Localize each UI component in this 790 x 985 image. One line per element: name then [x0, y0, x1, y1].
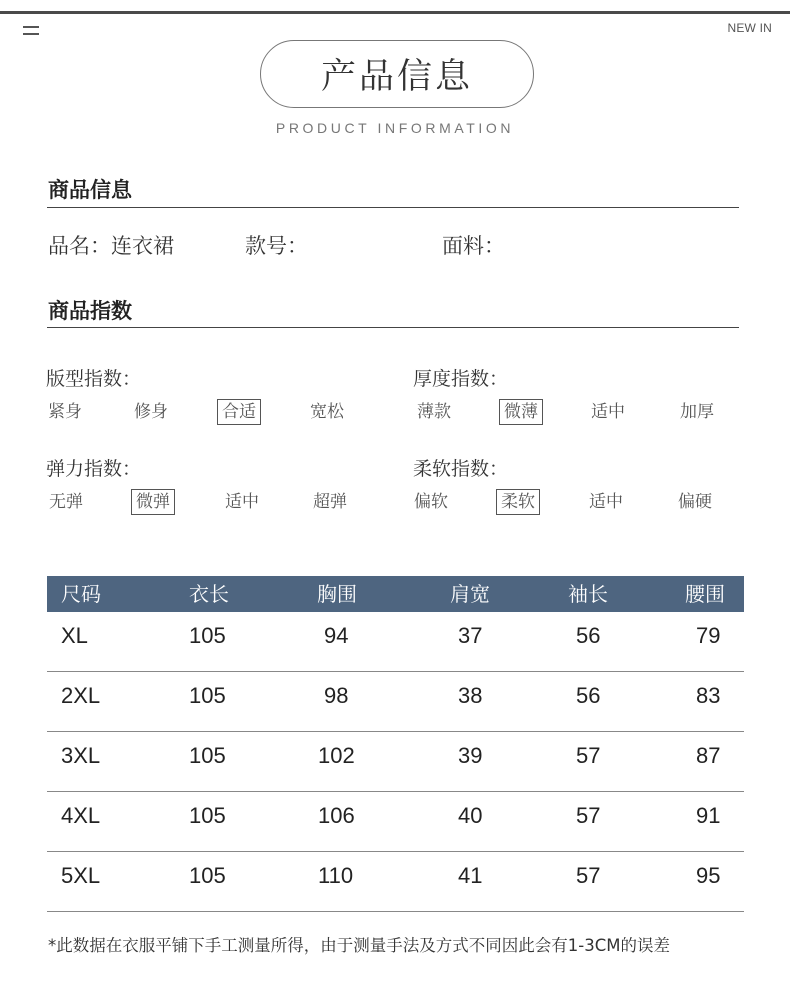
table-cell: 5XL — [61, 863, 101, 888]
softness-option: 适中 — [589, 492, 623, 512]
fit-option-selected: 合适 — [217, 399, 261, 425]
page-subtitle: PRODUCT INFORMATION — [275, 120, 515, 136]
row-divider — [47, 911, 744, 912]
table-cell: 4XL — [61, 803, 101, 828]
thickness-option: 薄款 — [417, 402, 451, 422]
fit-option: 紧身 — [48, 402, 82, 422]
softness-option: 偏软 — [414, 492, 448, 512]
fit-option: 宽松 — [310, 402, 344, 422]
thickness-option-selected: 微薄 — [499, 399, 543, 425]
thickness-option: 适中 — [591, 402, 625, 422]
table-row — [47, 732, 744, 792]
elasticity-option-selected: 微弹 — [131, 489, 175, 515]
softness-option-selected: 柔软 — [496, 489, 540, 515]
table-cell: 57 — [576, 803, 601, 828]
table-cell: XL — [61, 623, 88, 648]
table-cell: 40 — [458, 803, 483, 828]
elasticity-option: 无弹 — [49, 492, 83, 512]
section-divider — [47, 207, 739, 208]
column-header: 衣长 — [189, 582, 229, 606]
softness-index-label: 柔软指数： — [413, 458, 509, 480]
column-header: 胸围 — [317, 582, 357, 606]
table-cell: 56 — [576, 623, 601, 648]
table-cell: 105 — [189, 803, 226, 828]
table-cell: 57 — [576, 743, 601, 768]
table-cell: 56 — [576, 683, 601, 708]
table-cell: 79 — [696, 623, 721, 648]
table-row — [47, 612, 744, 672]
table-cell: 105 — [189, 743, 226, 768]
column-header: 腰围 — [685, 582, 725, 606]
fit-index-label: 版型指数： — [46, 368, 142, 390]
table-cell: 110 — [318, 863, 354, 888]
table-cell: 57 — [576, 863, 601, 888]
measurement-footnote: *此数据在衣服平铺下手工测量所得，由于测量手法及方式不同因此会有1-3CM的误差 — [48, 936, 670, 955]
table-cell: 37 — [458, 623, 483, 648]
table-cell: 102 — [318, 743, 355, 768]
table-cell: 41 — [458, 863, 483, 888]
menu-icon[interactable] — [23, 26, 39, 36]
fabric: 面料： — [442, 234, 505, 258]
table-row — [47, 792, 744, 852]
table-cell: 105 — [189, 623, 226, 648]
table-cell: 106 — [318, 803, 355, 828]
size-table-header — [47, 576, 744, 612]
table-row — [47, 852, 744, 912]
top-divider — [0, 11, 790, 14]
indices-heading: 商品指数 — [48, 299, 132, 323]
new-in-label: NEW IN — [727, 21, 772, 35]
page-title: 产品信息 — [320, 57, 473, 97]
column-header: 袖长 — [568, 582, 608, 606]
thickness-option: 加厚 — [680, 402, 714, 422]
softness-option: 偏硬 — [678, 492, 712, 512]
elasticity-option: 超弹 — [313, 492, 347, 512]
section-divider — [47, 327, 739, 328]
table-cell: 3XL — [61, 743, 101, 768]
table-cell: 87 — [696, 743, 721, 768]
table-cell: 39 — [458, 743, 483, 768]
table-cell: 94 — [324, 623, 349, 648]
column-header: 尺码 — [61, 582, 101, 606]
table-cell: 91 — [696, 803, 721, 828]
table-cell: 83 — [696, 683, 721, 708]
elasticity-option: 适中 — [225, 492, 259, 512]
column-header: 肩宽 — [450, 582, 490, 606]
goods-info-heading: 商品信息 — [48, 178, 132, 202]
model-number: 款号： — [245, 234, 308, 258]
title-pill — [260, 40, 534, 108]
product-name: 品名：连衣裙 — [48, 234, 174, 258]
table-cell: 98 — [324, 683, 349, 708]
table-cell: 2XL — [61, 683, 101, 708]
table-cell: 105 — [189, 863, 226, 888]
elasticity-index-label: 弹力指数： — [46, 458, 142, 480]
table-cell: 38 — [458, 683, 483, 708]
table-cell: 105 — [189, 683, 226, 708]
table-cell: 95 — [696, 863, 721, 888]
table-row — [47, 672, 744, 732]
thickness-index-label: 厚度指数： — [413, 368, 509, 390]
fit-option: 修身 — [134, 402, 168, 422]
